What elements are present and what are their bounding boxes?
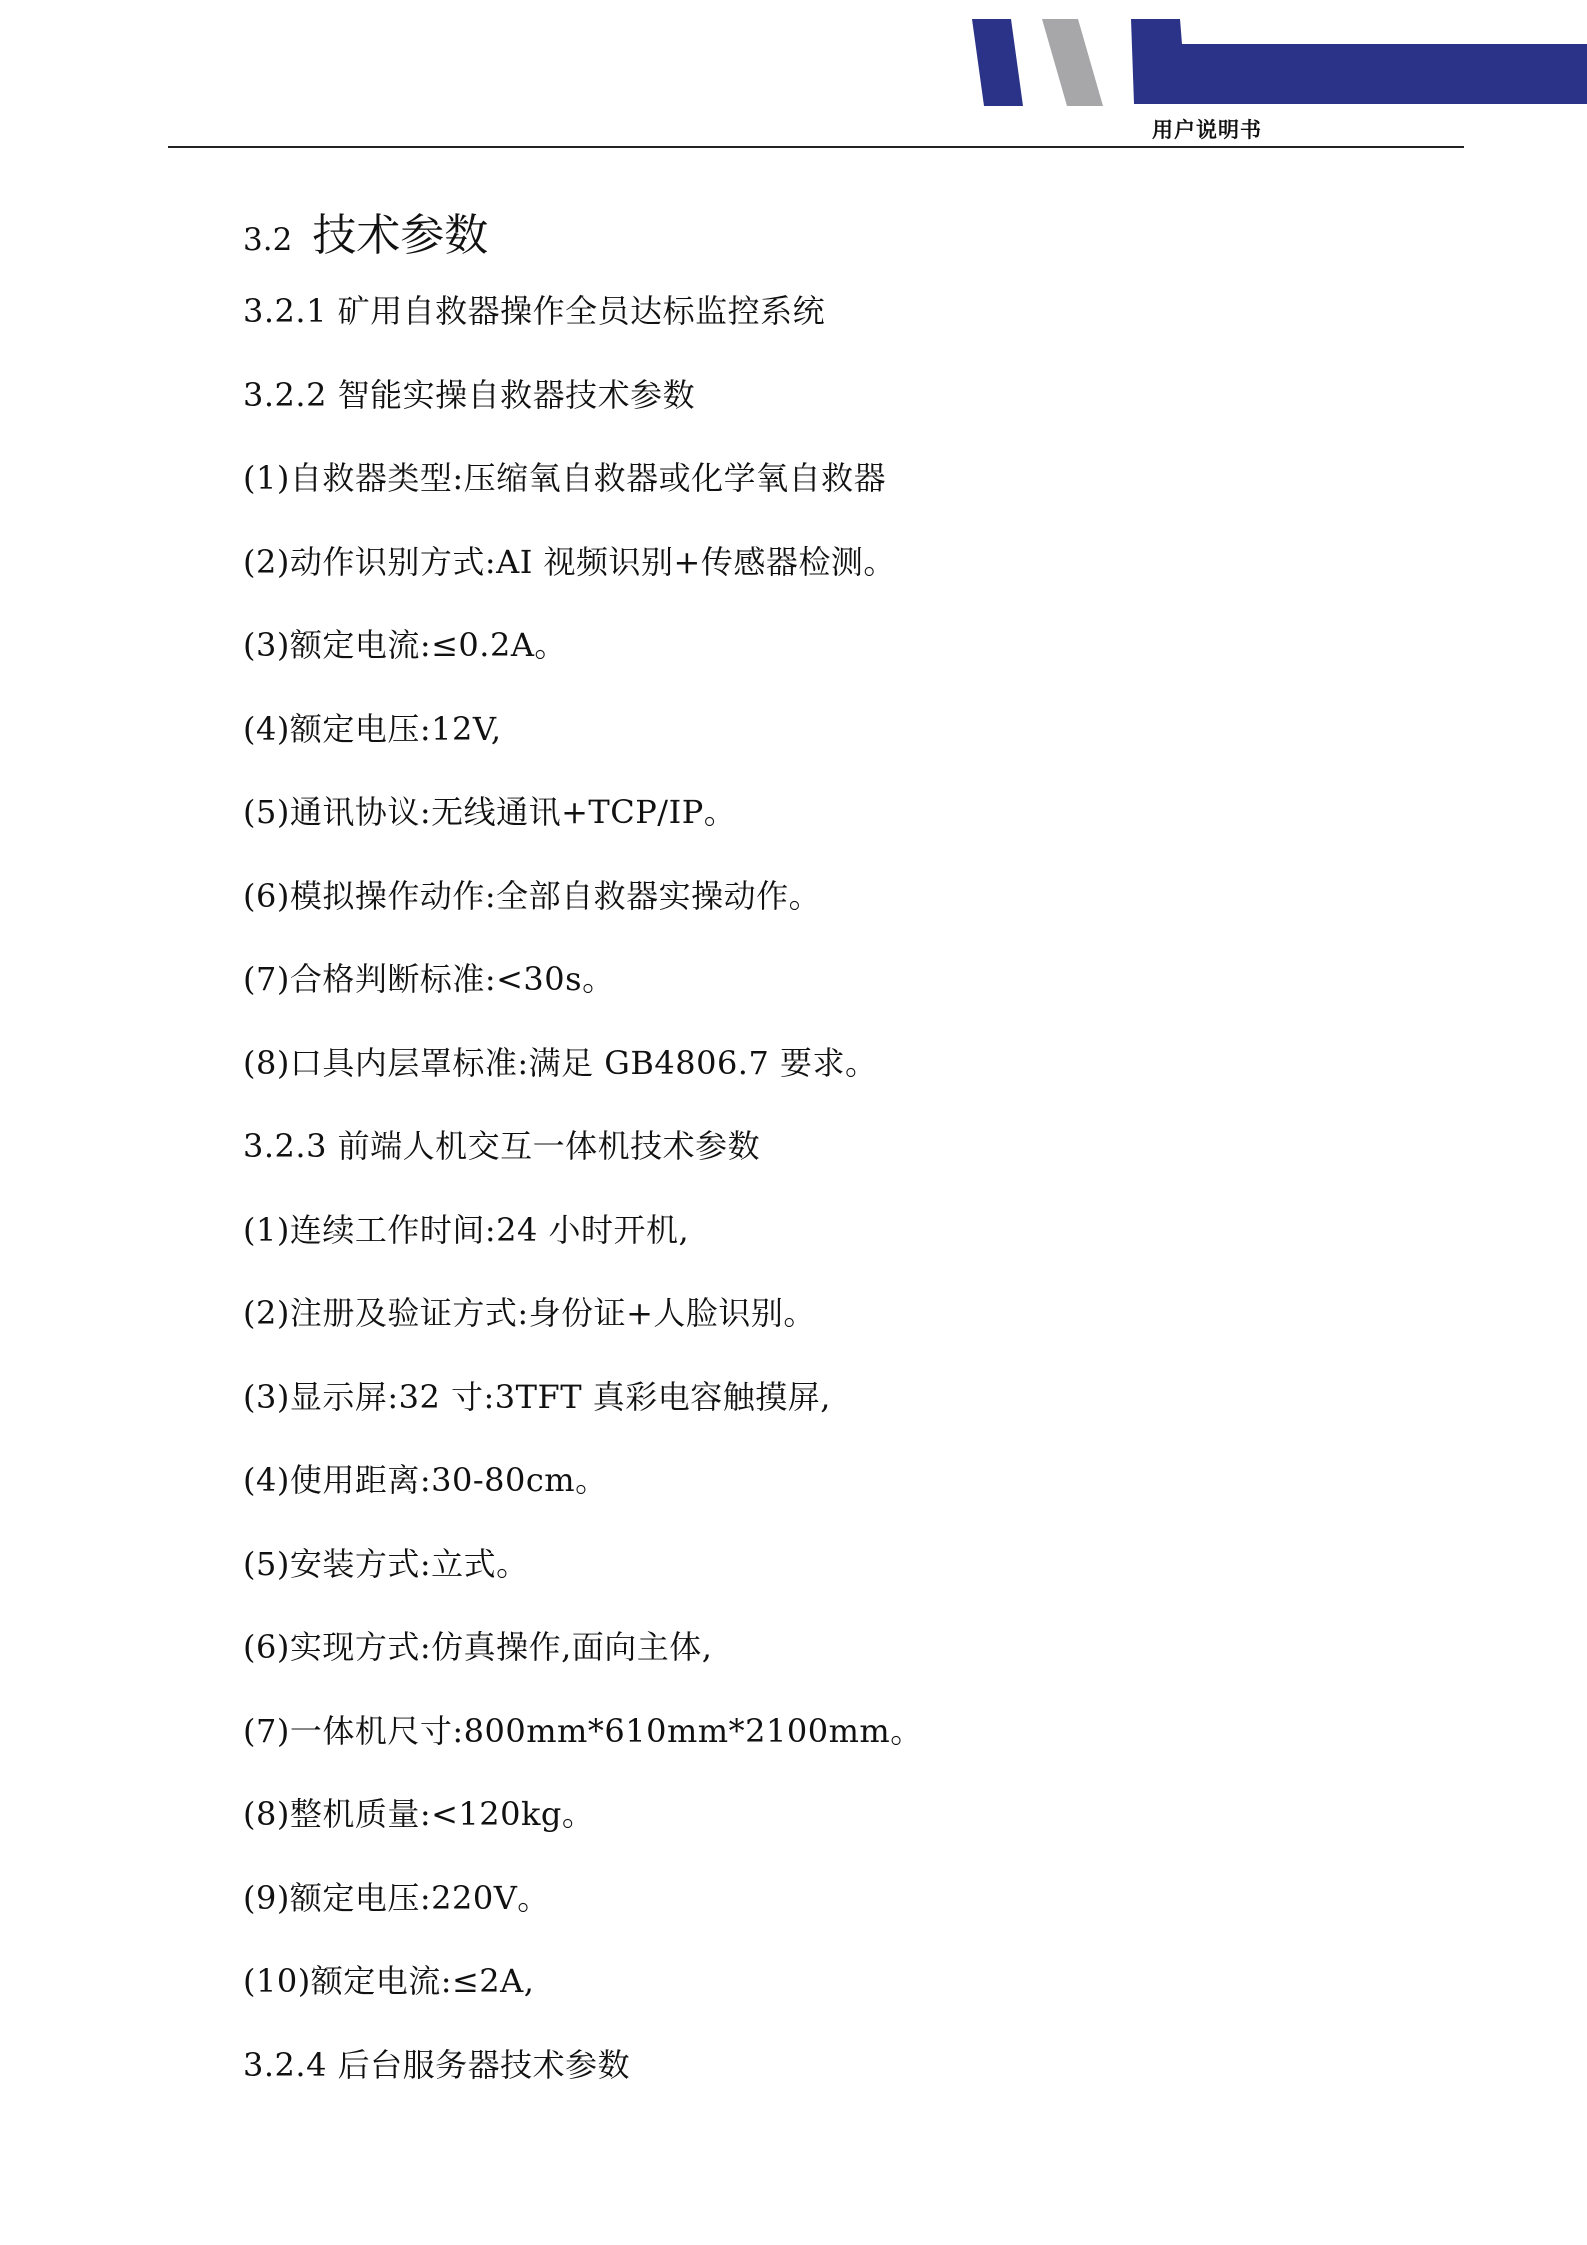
spec-item: (8)整机质量:<120kg。 — [243, 1795, 595, 1833]
header-logo — [960, 16, 1587, 108]
spec-item: (1)自救器类型:压缩氧自救器或化学氧自救器 — [243, 459, 887, 497]
subsection-heading: 3.2.2 智能实操自救器技术参数 — [243, 375, 696, 414]
spec-item: (7)一体机尺寸:800mm*610mm*2100mm。 — [243, 1711, 923, 1750]
spec-item: (5)通讯协议:无线通讯+TCP/IP。 — [243, 793, 737, 831]
spec-item: (3)额定电流:≤0.2A。 — [243, 626, 567, 664]
subsection-heading: 3.2.1 矿用自救器操作全员达标监控系统 — [243, 292, 826, 330]
section-number: 3.2 — [243, 222, 293, 258]
document-body — [243, 208, 1463, 2123]
subsection-heading: 3.2.4 后台服务器技术参数 — [243, 2045, 631, 2084]
spec-item: (1)连续工作时间:24 小时开机, — [243, 1210, 690, 1249]
section-title: 技术参数 — [312, 210, 489, 261]
spec-item: (2)动作识别方式:AI 视频识别+传感器检测。 — [243, 542, 896, 581]
spec-item: (4)额定电压:12V, — [243, 709, 502, 748]
header-divider — [168, 146, 1464, 148]
spec-item: (7)合格判断标准:<30s。 — [243, 960, 615, 998]
spec-item: (10)额定电流:≤2A, — [243, 1962, 535, 2000]
spec-item: (3)显示屏:32 寸:3TFT 真彩电容触摸屏, — [243, 1377, 831, 1416]
spec-item: (5)安装方式:立式。 — [243, 1544, 529, 1583]
spec-item: (2)注册及验证方式:身份证+人脸识别。 — [243, 1294, 816, 1332]
spec-item: (8)口具内层罩标准:满足 GB4806.7 要求。 — [243, 1043, 878, 1082]
subsection-heading: 3.2.3 前端人机交互一体机技术参数 — [243, 1127, 761, 1165]
section-heading — [243, 208, 1463, 264]
spec-item: (4)使用距离:30-80cm。 — [243, 1461, 608, 1499]
spec-item: (9)额定电压:220V。 — [243, 1878, 550, 1917]
brand-stripes-graphic — [960, 16, 1587, 108]
spec-item: (6)实现方式:仿真操作,面向主体, — [243, 1628, 713, 1666]
header-label: 用户说明书 — [1152, 118, 1262, 142]
spec-item: (6)模拟操作动作:全部自救器实操动作。 — [243, 876, 822, 915]
